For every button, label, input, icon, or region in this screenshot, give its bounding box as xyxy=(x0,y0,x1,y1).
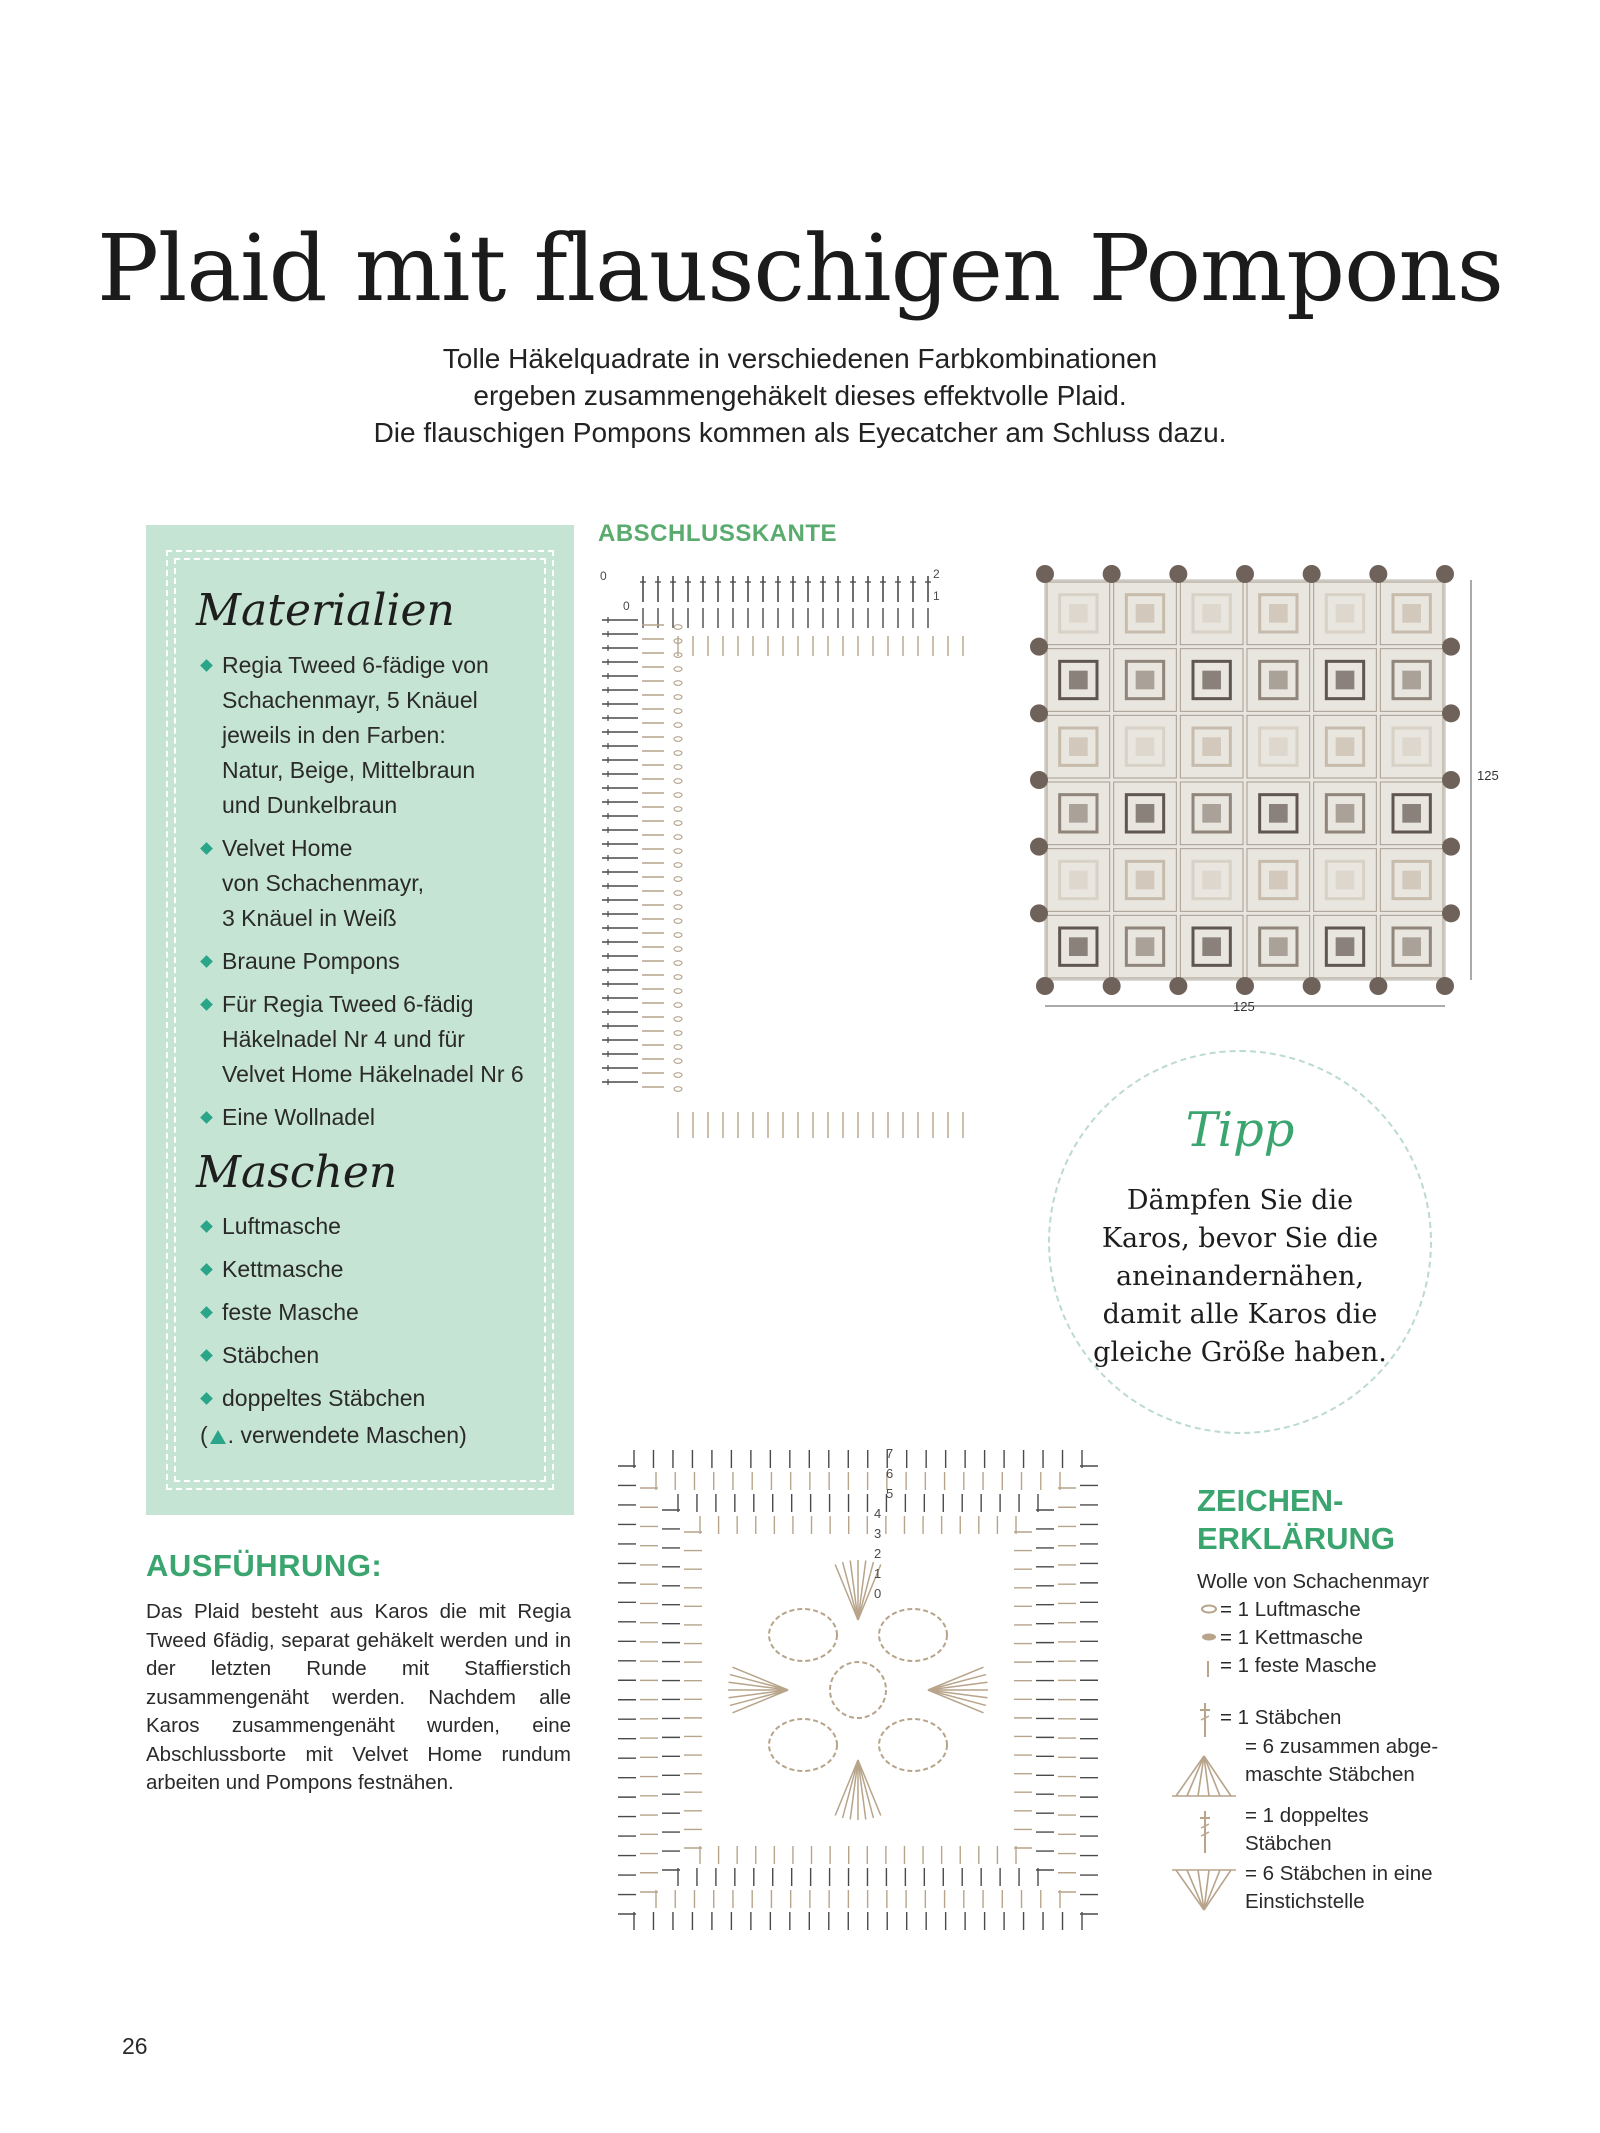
edge-chart-label: ABSCHLUSSKANTE xyxy=(598,520,838,547)
chain-mark xyxy=(674,849,682,854)
legend-shell-2: Einstichstelle xyxy=(1245,1890,1365,1913)
triangle-icon xyxy=(210,1430,226,1444)
pompon-icon xyxy=(1369,977,1387,995)
square-center xyxy=(1136,737,1155,756)
square-center xyxy=(1269,871,1288,890)
chain-mark xyxy=(674,737,682,742)
round-label: 1 xyxy=(874,1566,882,1581)
square-center xyxy=(1202,937,1221,956)
pompon-icon xyxy=(1442,838,1460,856)
fan-stitch xyxy=(858,1760,873,1818)
pompon-icon xyxy=(1030,771,1048,789)
diamond-bullet-icon xyxy=(200,1392,213,1405)
legend-chain: = 1 Luftmasche xyxy=(1220,1598,1361,1621)
chain-mark xyxy=(674,989,682,994)
chain-mark xyxy=(674,821,682,826)
pompon-icon xyxy=(1442,771,1460,789)
diamond-bullet-icon xyxy=(200,1263,213,1276)
materials-item: Eine Wollnadel xyxy=(200,1100,545,1135)
chain-loop xyxy=(769,1719,837,1771)
square-center xyxy=(1202,671,1221,690)
pompon-icon xyxy=(1236,977,1254,995)
chain-mark xyxy=(674,625,682,630)
slip-stitch-icon xyxy=(1200,1632,1218,1642)
page-number: 26 xyxy=(122,2033,148,2059)
chain-mark xyxy=(674,919,682,924)
square-center xyxy=(1069,871,1088,890)
shell-icon xyxy=(1168,1862,1240,1914)
pompon-icon xyxy=(1436,977,1454,995)
legend-heading: ZEICHEN- ERKLÄRUNG xyxy=(1197,1483,1396,1556)
chain-mark xyxy=(674,863,682,868)
legend-shell-1: = 6 Stäbchen in eine xyxy=(1245,1862,1433,1885)
tip-line: gleiche Größe haben. xyxy=(1093,1337,1387,1368)
chain-mark xyxy=(674,1017,682,1022)
diamond-bullet-icon xyxy=(200,1220,213,1233)
square-center xyxy=(1269,671,1288,690)
square-center xyxy=(1269,737,1288,756)
materials-heading: Materialien xyxy=(196,585,455,636)
fan-stitch xyxy=(843,1760,858,1818)
chain-mark xyxy=(674,667,682,672)
square-center xyxy=(1136,804,1155,823)
fan-stitch xyxy=(928,1675,986,1690)
legend-tr-1: = 1 doppeltes xyxy=(1245,1804,1369,1827)
tip-line: damit alle Karos die xyxy=(1102,1299,1378,1330)
chain-mark xyxy=(674,695,682,700)
legend-cluster-2: maschte Stäbchen xyxy=(1245,1763,1415,1786)
chain-mark xyxy=(674,877,682,882)
square-center xyxy=(1402,937,1421,956)
square-center xyxy=(1069,937,1088,956)
pompon-icon xyxy=(1030,704,1048,722)
chain-mark xyxy=(674,765,682,770)
materials-box xyxy=(146,525,574,1515)
square-center xyxy=(1136,671,1155,690)
row-label: 2 xyxy=(933,567,940,581)
diamond-bullet-icon xyxy=(200,842,213,855)
square-crochet-chart xyxy=(598,1430,1118,1950)
square-center xyxy=(1269,804,1288,823)
chain-loop xyxy=(879,1609,947,1661)
pompon-icon xyxy=(1436,565,1454,583)
plaid-background xyxy=(1045,580,1445,980)
fan-stitch xyxy=(730,1675,788,1690)
legend-sc: = 1 feste Masche xyxy=(1220,1654,1377,1677)
chain-mark xyxy=(674,681,682,686)
chain-mark xyxy=(674,1045,682,1050)
square-center xyxy=(1202,804,1221,823)
chain-loop xyxy=(879,1719,947,1771)
round-label: 2 xyxy=(874,1546,882,1561)
square-center xyxy=(1336,937,1355,956)
intro-line: Tolle Häkelquadrate in verschiedenen Farbkombinationen xyxy=(442,343,1158,374)
square-center xyxy=(1402,671,1421,690)
plaid-diagram xyxy=(1005,540,1499,1014)
center-ring xyxy=(830,1662,886,1718)
chain-mark xyxy=(674,975,682,980)
pompon-icon xyxy=(1369,565,1387,583)
page-title: Plaid mit flauschigen Pompons xyxy=(97,215,1503,322)
execution-heading: AUSFÜHRUNG: xyxy=(146,1548,383,1583)
materials-item: Velvet Home von Schachenmayr, 3 Knäuel in Weiß xyxy=(200,831,545,936)
diamond-bullet-icon xyxy=(200,998,213,1011)
diamond-bullet-icon xyxy=(200,1306,213,1319)
edge-stitch-group xyxy=(602,576,963,1138)
intro-line: ergeben zusammengehäkelt dieses effektvolle Plaid. xyxy=(473,380,1127,411)
chain-mark xyxy=(674,1031,682,1036)
legend-slip: = 1 Kettmasche xyxy=(1220,1626,1364,1649)
square-center xyxy=(1069,604,1088,623)
diamond-bullet-icon xyxy=(200,1349,213,1362)
pompon-icon xyxy=(1169,565,1187,583)
chain-mark xyxy=(674,1073,682,1078)
legend-dc: = 1 Stäbchen xyxy=(1220,1706,1342,1729)
chain-mark xyxy=(674,835,682,840)
tip-heading: Tipp xyxy=(1185,1102,1295,1158)
treble-crochet-icon xyxy=(1198,1810,1212,1854)
pompon-icon xyxy=(1236,565,1254,583)
square-center xyxy=(1336,737,1355,756)
round-label: 0 xyxy=(874,1586,882,1601)
square-center xyxy=(1336,871,1355,890)
used-stitches-note: ( . verwendete Maschen) xyxy=(200,1422,467,1448)
height-label: 125 xyxy=(1477,768,1499,783)
legend-tr-2: Stäbchen xyxy=(1245,1832,1332,1855)
execution-text: Das Plaid besteht aus Karos die mit Regia Tweed 6fädig, separat gehäkelt werden und in der letzten Runde mit Staffierstich zusammengenäht werden. Nachdem alle Karos zusammengenäht wurden, eine Abschlussborte mit Velvet Home rundum arbeiten und Pompons festnähen. xyxy=(146,1600,571,1794)
chain-stitch-icon xyxy=(1200,1604,1218,1614)
chain-mark xyxy=(674,751,682,756)
square-center xyxy=(1269,937,1288,956)
square-center xyxy=(1336,604,1355,623)
square-center xyxy=(1136,937,1155,956)
chain-mark xyxy=(674,961,682,966)
tip-line: Karos, bevor Sie die xyxy=(1101,1223,1379,1254)
pompon-icon xyxy=(1036,565,1054,583)
square-center xyxy=(1069,671,1088,690)
diamond-bullet-icon xyxy=(200,659,213,672)
pompon-icon xyxy=(1103,565,1121,583)
round-label: 6 xyxy=(886,1466,894,1481)
tip-circle xyxy=(1048,1050,1432,1434)
pompon-icon xyxy=(1103,977,1121,995)
intro-line: Die flauschigen Pompons kommen als Eyecatcher am Schluss dazu. xyxy=(373,417,1227,448)
chain-mark xyxy=(674,1059,682,1064)
chain-mark xyxy=(674,891,682,896)
double-crochet-icon xyxy=(1198,1702,1212,1738)
diamond-bullet-icon xyxy=(200,1111,213,1124)
square-stitch-group xyxy=(618,1450,1098,1930)
pompon-icon xyxy=(1030,638,1048,656)
pompon-icon xyxy=(1169,977,1187,995)
materials-list xyxy=(200,648,545,1143)
materials-item: Für Regia Tweed 6-fädig Häkelnadel Nr 4 und für Velvet Home Häkelnadel Nr 6 xyxy=(200,987,545,1092)
square-center xyxy=(1136,871,1155,890)
square-center xyxy=(1402,604,1421,623)
stitches-heading: Maschen xyxy=(196,1147,398,1198)
tip-text xyxy=(1080,1182,1400,1372)
legend-intro: Wolle von Schachenmayr xyxy=(1197,1570,1430,1593)
row-label: 0 xyxy=(600,569,607,583)
chain-mark xyxy=(674,947,682,952)
chain-mark xyxy=(674,779,682,784)
pompon-icon xyxy=(1030,904,1048,922)
square-center xyxy=(1269,604,1288,623)
chain-mark xyxy=(674,723,682,728)
square-center xyxy=(1202,604,1221,623)
row-label: 0 xyxy=(623,599,630,613)
single-crochet-icon xyxy=(1204,1660,1212,1678)
tip-line: aneinandernähen, xyxy=(1116,1261,1364,1292)
stitch-item: Kettmasche xyxy=(200,1252,545,1287)
square-center xyxy=(1402,737,1421,756)
square-center xyxy=(1336,804,1355,823)
chain-mark xyxy=(674,807,682,812)
square-center xyxy=(1402,871,1421,890)
round-label: 4 xyxy=(874,1506,882,1521)
stitch-item: doppeltes Stäbchen xyxy=(200,1381,545,1416)
materials-item: Regia Tweed 6-fädige von Schachenmayr, 5 Knäuel jeweils in den Farben: Natur, Beige, Mittelbraun und Dunkelbraun xyxy=(200,648,545,823)
pompon-icon xyxy=(1030,838,1048,856)
round-label: 5 xyxy=(886,1486,894,1501)
round-label: 7 xyxy=(886,1446,894,1461)
width-label: 125 xyxy=(1233,999,1255,1014)
stitch-item: Luftmasche xyxy=(200,1209,545,1244)
chain-mark xyxy=(674,709,682,714)
pompon-icon xyxy=(1303,565,1321,583)
square-center xyxy=(1402,804,1421,823)
stitch-item: Stäbchen xyxy=(200,1338,545,1373)
chain-mark xyxy=(674,1003,682,1008)
square-center xyxy=(1136,604,1155,623)
fan-stitch xyxy=(843,1562,858,1620)
pompon-icon xyxy=(1442,638,1460,656)
chain-mark xyxy=(674,933,682,938)
chain-loop xyxy=(769,1609,837,1661)
fan-stitch xyxy=(928,1690,986,1705)
tip-line: Dämpfen Sie die xyxy=(1126,1185,1354,1216)
diamond-bullet-icon xyxy=(200,955,213,968)
chain-mark xyxy=(674,793,682,798)
row-label: 1 xyxy=(933,589,940,603)
stitches-list xyxy=(200,1209,545,1424)
chain-mark xyxy=(674,1087,682,1092)
square-center xyxy=(1069,804,1088,823)
square-center xyxy=(1336,671,1355,690)
materials-item: Braune Pompons xyxy=(200,944,545,979)
pompon-icon xyxy=(1036,977,1054,995)
cluster-icon xyxy=(1168,1752,1240,1800)
intro-text xyxy=(300,340,1300,451)
fan-stitch xyxy=(858,1562,873,1620)
round-label: 3 xyxy=(874,1526,882,1541)
square-center xyxy=(1069,737,1088,756)
pompon-icon xyxy=(1442,704,1460,722)
fan-stitch xyxy=(730,1690,788,1705)
chain-mark xyxy=(674,905,682,910)
pompon-icon xyxy=(1442,904,1460,922)
stitch-item: feste Masche xyxy=(200,1295,545,1330)
legend-cluster-1: = 6 zusammen abge- xyxy=(1245,1735,1439,1758)
pompon-icon xyxy=(1303,977,1321,995)
square-center xyxy=(1202,871,1221,890)
edge-crochet-chart xyxy=(598,560,998,1160)
square-center xyxy=(1202,737,1221,756)
